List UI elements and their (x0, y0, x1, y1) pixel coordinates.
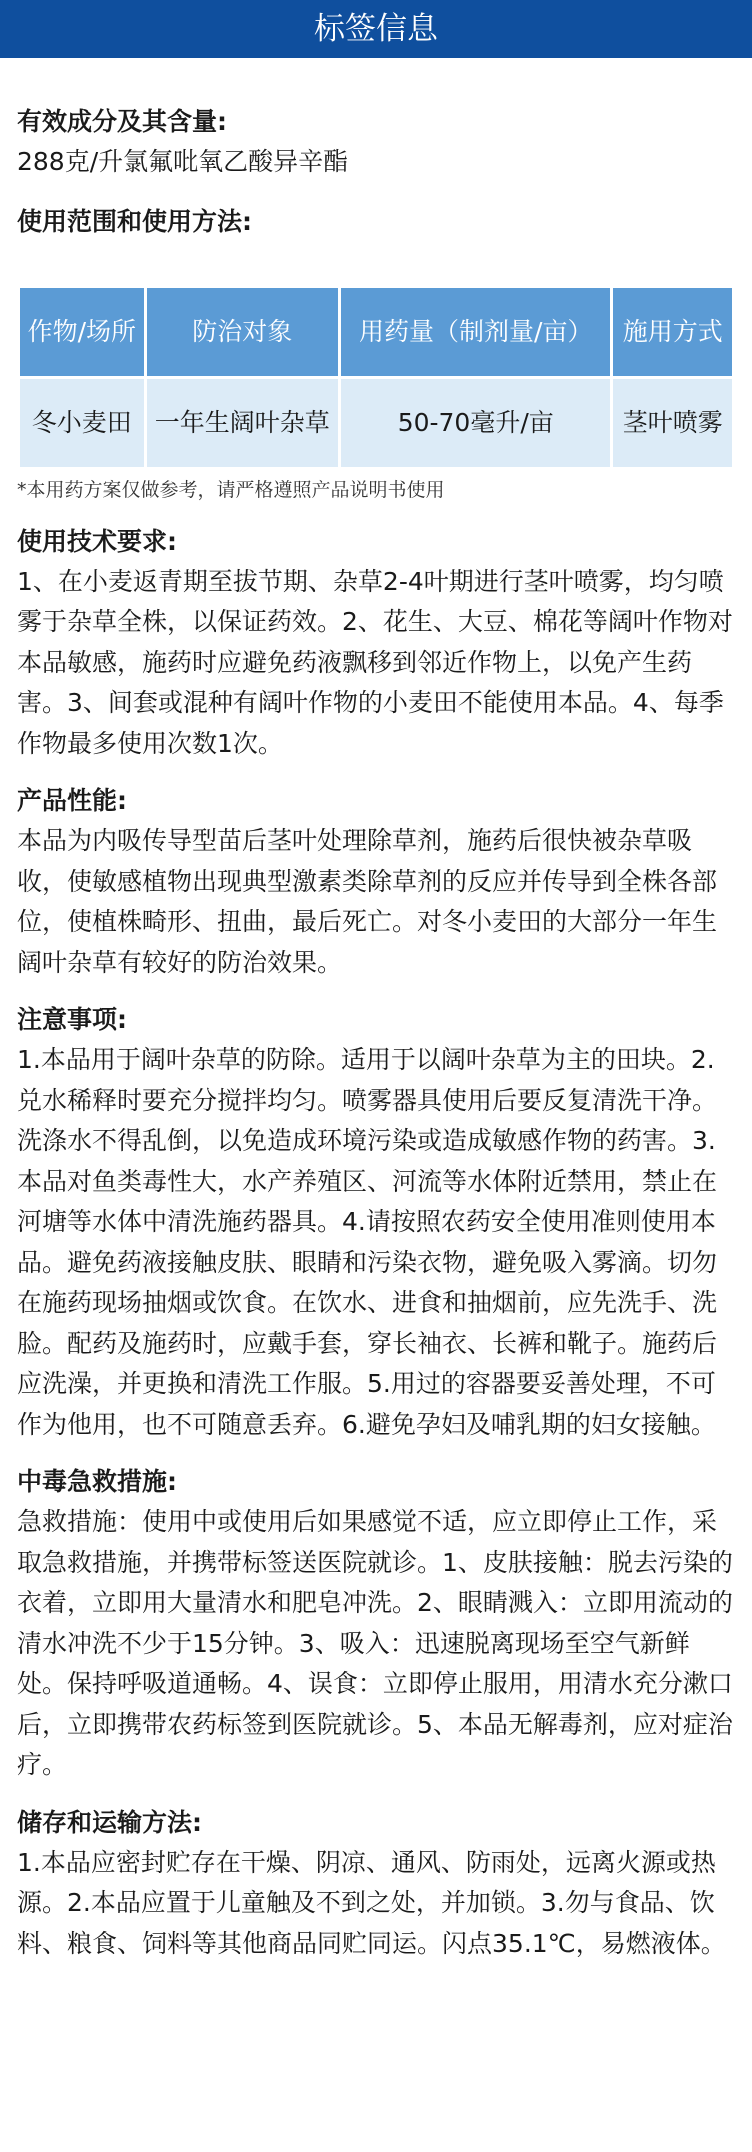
section-usage (17, 183, 736, 503)
page-title: 标签信息 (314, 11, 438, 47)
section-title: 有效成分及其含量: (17, 107, 227, 136)
label-content (0, 58, 752, 1964)
section-performance (17, 764, 736, 983)
column-header-method: 施用方式 (613, 288, 732, 376)
section-text: 急救措施：使用中或使用后如果感觉不适，应立即停止工作，采取急救措施，并携带标签送医院就诊。1、皮肤接触：脱去污染的衣着，立即用大量清水和肥皂冲洗。2、眼睛溅入：立即用流动的清水冲洗不少于15分钟。3、吸入：迅速脱离现场至空气新鲜处。保持呼吸道通畅。4、误食：立即停止服用，用清水充分漱口后，立即携带农药标签到医院就诊。5、本品无解毒剂，应对症治疗。 (17, 1507, 733, 1779)
section-cautions (17, 983, 736, 1445)
cell-crop: 冬小麦田 (20, 379, 144, 467)
cell-method: 茎叶喷雾 (613, 379, 732, 467)
section-title: 中毒急救措施: (17, 1467, 177, 1496)
cell-target: 一年生阔叶杂草 (147, 379, 338, 467)
table-row (20, 379, 732, 467)
section-title: 使用范围和使用方法: (17, 206, 252, 236)
usage-disclaimer: *本用药方案仅做参考，请严格遵照产品说明书使用 (17, 478, 445, 501)
table-header-row (20, 288, 732, 376)
section-first-aid (17, 1445, 736, 1786)
page-header (0, 0, 752, 58)
column-header-target: 防治对象 (147, 288, 338, 376)
section-storage (17, 1786, 736, 1965)
section-text: 1.本品应密封贮存在干燥、阴凉、通风、防雨处，远离火源或热源。2.本品应置于儿童触及不到之处，并加锁。3.勿与食品、饮料、粮食、饲料等其他商品同贮同运。闪点35.1℃，易燃液体。 (17, 1847, 726, 1958)
section-text: 1.本品用于阔叶杂草的防除。适用于以阔叶杂草为主的田块。2.兑水稀释时要充分搅拌均匀。喷雾器具使用后要反复清洗干净。洗涤水不得乱倒，以免造成环境污染或造成敏感作物的药害。3.本品对鱼类毒性大，水产养殖区、河流等水体附近禁用，禁止在河塘等水体中清洗施药器具。4.请按照农药安全使用准则使用本品。避免药液接触皮肤、眼睛和污染衣物，避免吸入雾滴。切勿在施药现场抽烟或饮食。在饮水、进食和抽烟前，应先洗手、洗脸。配药及施药时，应戴手套，穿长袖衣、长裤和靴子。施药后应洗澡，并更换和清洗工作服。5.用过的容器要妥善处理，不可作为他用，也不可随意丢弃。6.避免孕妇及哺乳期的妇女接触。 (17, 1045, 718, 1439)
section-title: 使用技术要求: (17, 526, 177, 556)
section-text: 本品为内吸传导型苗后茎叶处理除草剂，施药后很快被杂草吸收，使敏感植物出现典型激素类除草剂的反应并传导到全株各部位，使植株畸形、扭曲，最后死亡。对冬小麦田的大部分一年生阔叶杂草有较好的防治效果。 (17, 826, 718, 977)
section-ingredient (17, 58, 736, 183)
section-title: 储存和运输方法: (17, 1807, 202, 1837)
section-text: 288克/升氯氟吡氧乙酸异辛酯 (17, 147, 349, 176)
section-title: 产品性能: (17, 786, 127, 815)
section-title: 注意事项: (17, 1005, 127, 1034)
cell-dosage: 50-70毫升/亩 (341, 379, 610, 467)
column-header-dosage: 用药量（制剂量/亩） (341, 288, 610, 376)
dosage-table (17, 285, 735, 470)
section-text: 1、在小麦返青期至拔节期、杂草2-4叶期进行茎叶喷雾，均匀喷雾于杂草全株，以保证药效。2、花生、大豆、棉花等阔叶作物对本品敏感，施药时应避免药液飘移到邻近作物上，以免产生药害。3、间套或混种有阔叶作物的小麦田不能使用本品。4、每季作物最多使用次数1次。 (17, 566, 733, 758)
column-header-crop: 作物/场所 (20, 288, 144, 376)
section-tech-requirements (17, 503, 736, 765)
